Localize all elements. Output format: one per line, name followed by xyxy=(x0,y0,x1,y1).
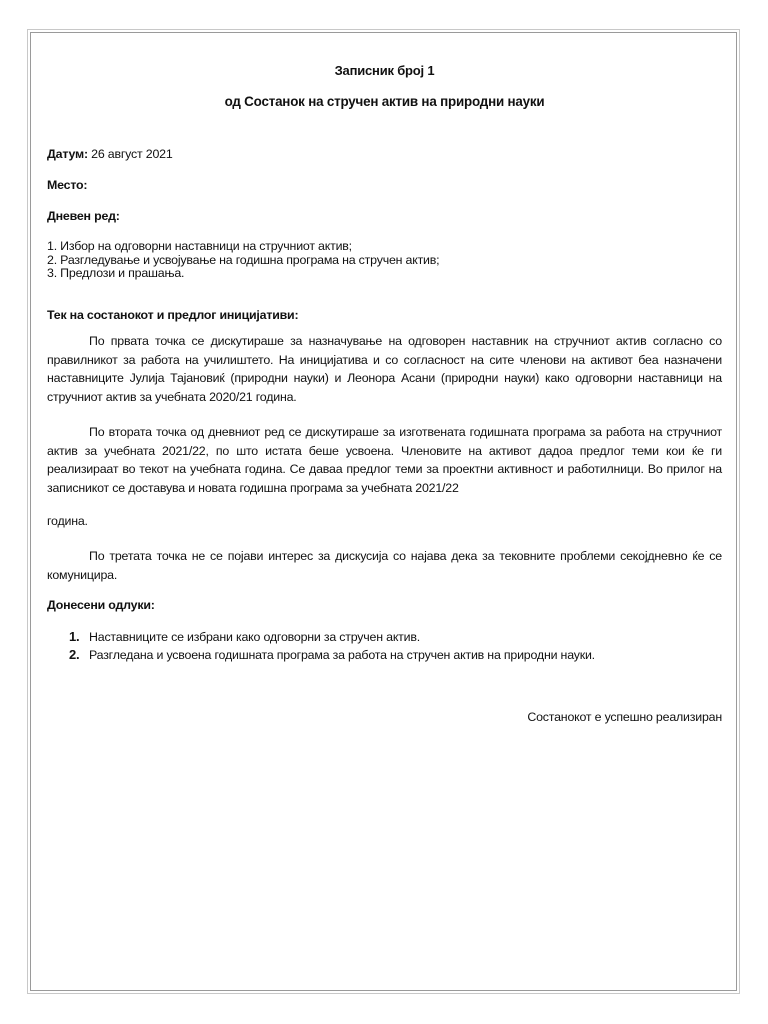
paragraph-2: По втората точка од дневниот ред се дискутираше за изготвената годишната програма за работа на стручниот актив за учебната 2021/22, по што истата беше усвоена. Членовите на активот дадоа предлог теми кои ќе ги реализираат во текот на учебната година. Се даваа предлог теми за проектни активност и работилници. Во прилог на записникот се доставува и новата годишна програма за учебната 2021/22 xyxy=(47,425,722,495)
paragraph-2-tail: година. xyxy=(47,514,88,528)
date-value: 26 август 2021 xyxy=(87,147,173,161)
document-title: Записник број 1 xyxy=(334,63,435,78)
agenda-item: 2. Разгледување и усвојување на годишна програма на стручен актив; xyxy=(47,252,440,267)
decision-item xyxy=(69,628,595,646)
decision-item xyxy=(69,646,595,664)
document-page xyxy=(30,32,737,991)
paragraph-3: По третата точка не се појави интерес за дискусија со најава дека за тековните проблеми секојдневно ќе се комуницира. xyxy=(47,549,722,582)
decision-number: 1. xyxy=(69,629,80,644)
agenda-item: 1. Избор на одговорни наставници на стручниот актив; xyxy=(47,239,352,253)
agenda-label: Дневен ред: xyxy=(47,209,120,223)
date-line xyxy=(47,147,173,161)
decision-text: Разгледана и усвоена годишната програма за работа на стручен актив на природни науки. xyxy=(89,648,595,662)
document-subtitle: од Состанок на стручен актив на природни науки xyxy=(224,94,545,109)
agenda-item: 3. Предлози и прашања. xyxy=(47,266,185,280)
agenda-list xyxy=(47,240,439,281)
decision-text: Наставниците се избрани како одговорни за стручен актив. xyxy=(89,630,421,644)
decisions-list xyxy=(69,628,595,664)
place-label: Место: xyxy=(47,178,88,192)
flow-label: Тек на состанокот и предлог иницијативи: xyxy=(47,308,299,322)
paragraph-1: По првата точка се дискутираше за назначување на одговорен наставник на стручниот актив согласно со правилникот за работа на училиштето. На иницијатива и со согласност на сите членови на активот беа назначени наставниците Јулија Тајановиќ (природни науки) и Леонора Асани (природни науки) како одговорни наставници на стручниот актив за учебната 2020/21 година. xyxy=(47,334,722,404)
decisions-label: Донесени одлуки: xyxy=(47,598,155,612)
date-label: Датум: xyxy=(47,147,88,161)
document-content xyxy=(47,33,722,990)
decision-number: 2. xyxy=(69,647,80,662)
closing-statement: Состанокот е успешно реализиран xyxy=(527,710,722,724)
